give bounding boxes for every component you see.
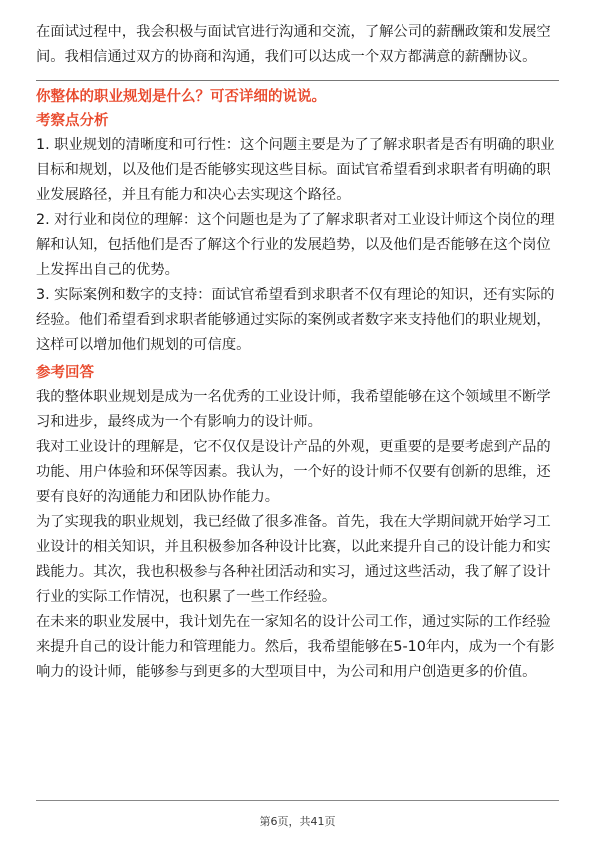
analysis-item: 2. 对行业和岗位的理解：这个问题也是为了了解求职者对工业设计师这个岗位的理解和认知，包括他们是否了解这个行业的发展趋势，以及他们是否能够在这个岗位上发挥出自己的优势。 <box>36 212 555 278</box>
analysis-item: 1. 职业规划的清晰度和可行性：这个问题主要是为了了解求职者是否有明确的职业目标和规划，以及他们是否能够实现这些目标。面试官希望看到求职者有明确的职业发展路径，并且有能力和决心去实现这个路径。 <box>36 137 555 203</box>
reference-heading: 参考回答 <box>36 365 94 381</box>
question-heading: 你整体的职业规划是什么？可否详细的说说。 <box>36 89 326 105</box>
footer-divider <box>36 800 559 801</box>
reference-paragraph: 我的整体职业规划是成为一名优秀的工业设计师，我希望能够在这个领域里不断学习和进步，最终成为一个有影响力的设计师。 <box>36 389 551 430</box>
analysis-heading: 考察点分析 <box>36 113 109 129</box>
divider <box>36 80 559 81</box>
intro-paragraph: 在面试过程中，我会积极与面试官进行沟通和交流，了解公司的薪酬政策和发展空间。我相信通过双方的协商和沟通，我们可以达成一个双方都满意的薪酬协议。 <box>36 24 551 65</box>
reference-paragraph: 在未来的职业发展中，我计划先在一家知名的设计公司工作，通过实际的工作经验来提升自己的设计能力和管理能力。然后，我希望能够在5-10年内，成为一个有影响力的设计师，能够参与到更多的大型项目中，为公司和用户创造更多的价值。 <box>36 614 555 680</box>
analysis-item: 3. 实际案例和数字的支持：面试官希望看到求职者不仅有理论的知识，还有实际的经验。他们希望看到求职者能够通过实际的案例或者数字来支持他们的职业规划，这样可以增加他们规划的可信度。 <box>36 287 555 353</box>
page-content <box>36 20 559 685</box>
reference-paragraph: 我对工业设计的理解是，它不仅仅是设计产品的外观，更重要的是要考虑到产品的功能、用户体验和环保等因素。我认为，一个好的设计师不仅要有创新的思维，还要有良好的沟通能力和团队协作能力。 <box>36 439 551 505</box>
reference-paragraph: 为了实现我的职业规划，我已经做了很多准备。首先，我在大学期间就开始学习工业设计的相关知识，并且积极参加各种设计比赛，以此来提升自己的设计能力和实践能力。其次，我也积极参与各种社团活动和实习，通过这些活动，我了解了设计行业的实际工作情况，也积累了一些工作经验。 <box>36 514 551 605</box>
page-number: 第6页，共41页 <box>259 815 336 828</box>
